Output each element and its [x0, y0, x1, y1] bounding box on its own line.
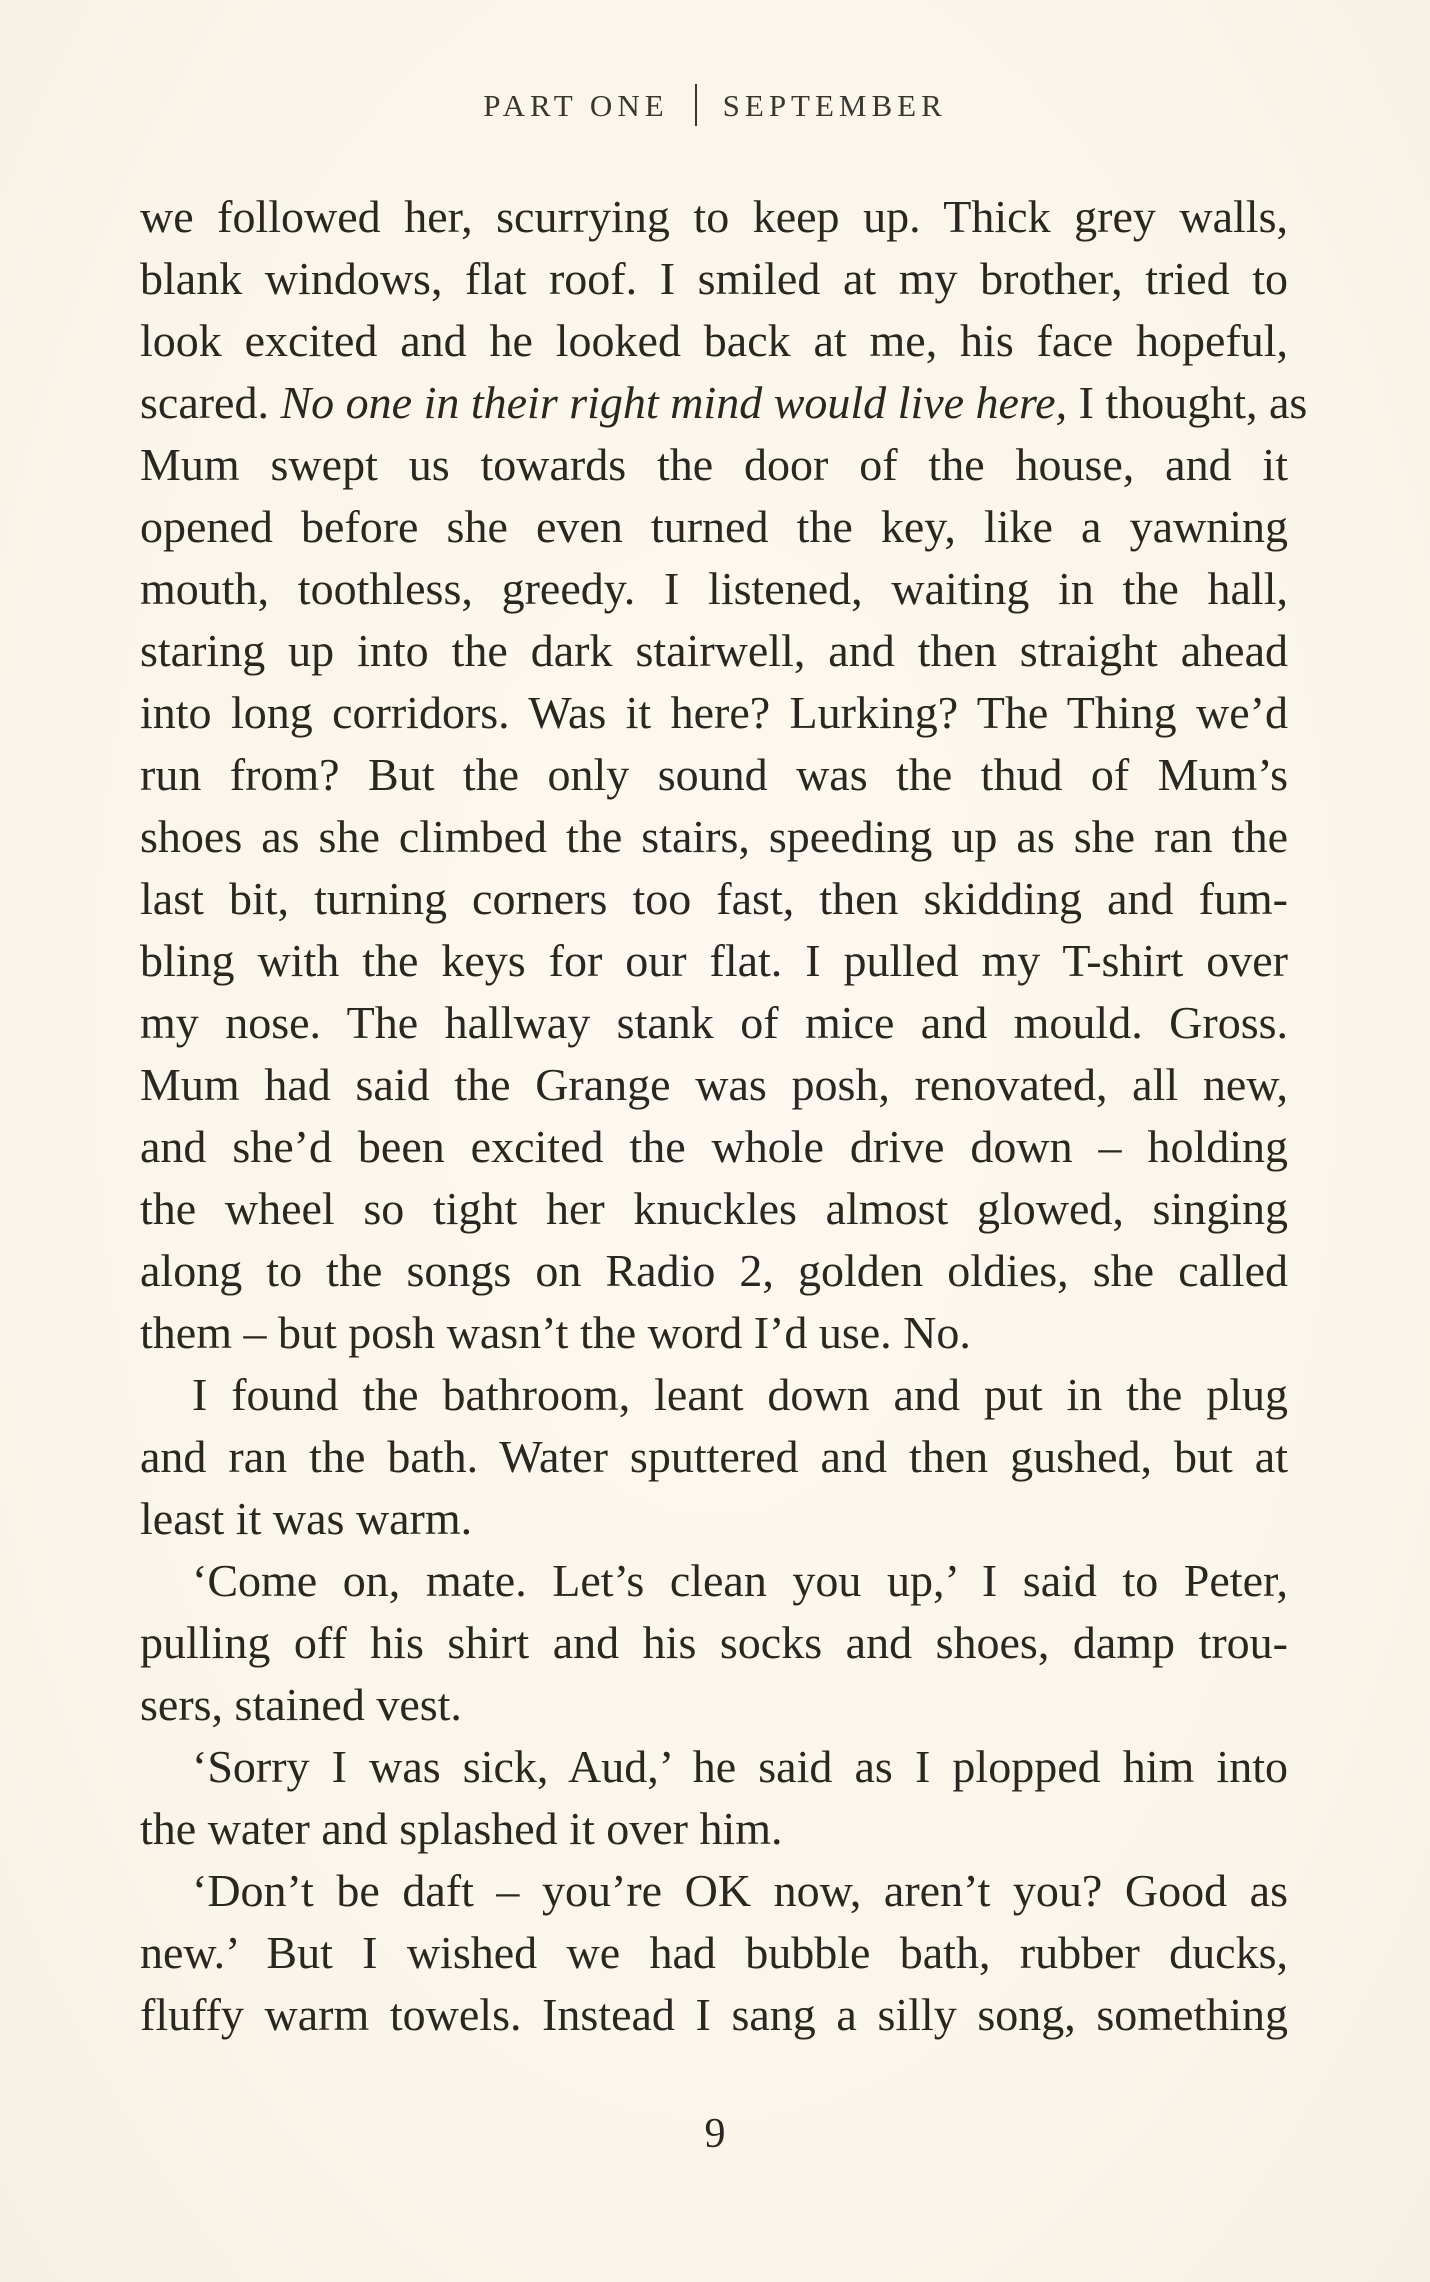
text-line	[140, 372, 1308, 434]
page-number: 9	[704, 2111, 726, 2157]
text-line: them – but posh wasn’t the word I’d use. No.	[140, 1307, 971, 1358]
italic-thought: No one in their right mind would live here,	[280, 377, 1068, 428]
text-line: ‘Come on, mate. Let’s clean you up,’ I said to Peter,	[192, 1555, 1288, 1606]
running-head-part: PART ONE	[483, 88, 669, 124]
text-line: my nose. The hallway stank of mice and mould. Gross.	[140, 997, 1288, 1048]
text-line: and she’d been excited the whole drive down – holding	[140, 1121, 1288, 1172]
text-line: new.’ But I wished we had bubble bath, rubber ducks,	[140, 1927, 1288, 1978]
text-line: ‘Sorry I was sick, Aud,’ he said as I plopped him into	[192, 1741, 1288, 1792]
running-head-month: SEPTEMBER	[722, 88, 947, 124]
body-text	[140, 186, 1308, 2046]
text-line: run from? But the only sound was the thud of Mum’s	[140, 749, 1288, 800]
text-line: mouth, toothless, greedy. I listened, waiting in the hall,	[140, 563, 1288, 614]
text-line: staring up into the dark stairwell, and then straight ahead	[140, 625, 1288, 676]
text-line: opened before she even turned the key, like a yawning	[140, 501, 1288, 552]
text-line: shoes as she climbed the stairs, speeding up as she ran the	[140, 811, 1288, 862]
text-line: and ran the bath. Water sputtered and then gushed, but at	[140, 1431, 1288, 1482]
text-line: blank windows, flat roof. I smiled at my brother, tried to	[140, 253, 1288, 304]
running-head	[0, 88, 1430, 130]
text-line: fluffy warm towels. Instead I sang a silly song, something	[140, 1989, 1288, 2040]
text-line: least it was warm.	[140, 1493, 473, 1544]
text-line: ‘Don’t be daft – you’re OK now, aren’t you? Good as	[192, 1865, 1288, 1916]
text-line: Mum had said the Grange was posh, renovated, all new,	[140, 1059, 1288, 1110]
running-head-separator	[695, 84, 697, 126]
text-line: the water and splashed it over him.	[140, 1803, 783, 1854]
text-segment: I thought, as	[1067, 377, 1308, 428]
text-line: last bit, turning corners too fast, then skidding and fum-	[140, 873, 1288, 924]
text-segment: scared.	[140, 377, 281, 428]
text-line: into long corridors. Was it here? Lurking? The Thing we’d	[140, 687, 1288, 738]
text-line: I found the bathroom, leant down and put in the plug	[192, 1369, 1288, 1420]
text-line: pulling off his shirt and his socks and shoes, damp trou-	[140, 1617, 1288, 1668]
text-line: the wheel so tight her knuckles almost glowed, singing	[140, 1183, 1288, 1234]
text-line: along to the songs on Radio 2, golden oldies, she called	[140, 1245, 1288, 1296]
text-line: look excited and he looked back at me, his face hopeful,	[140, 315, 1288, 366]
text-line: sers, stained vest.	[140, 1679, 462, 1730]
text-line: Mum swept us towards the door of the house, and it	[140, 439, 1288, 490]
text-line: we followed her, scurrying to keep up. Thick grey walls,	[140, 191, 1288, 242]
text-line: bling with the keys for our flat. I pulled my T-shirt over	[140, 935, 1288, 986]
